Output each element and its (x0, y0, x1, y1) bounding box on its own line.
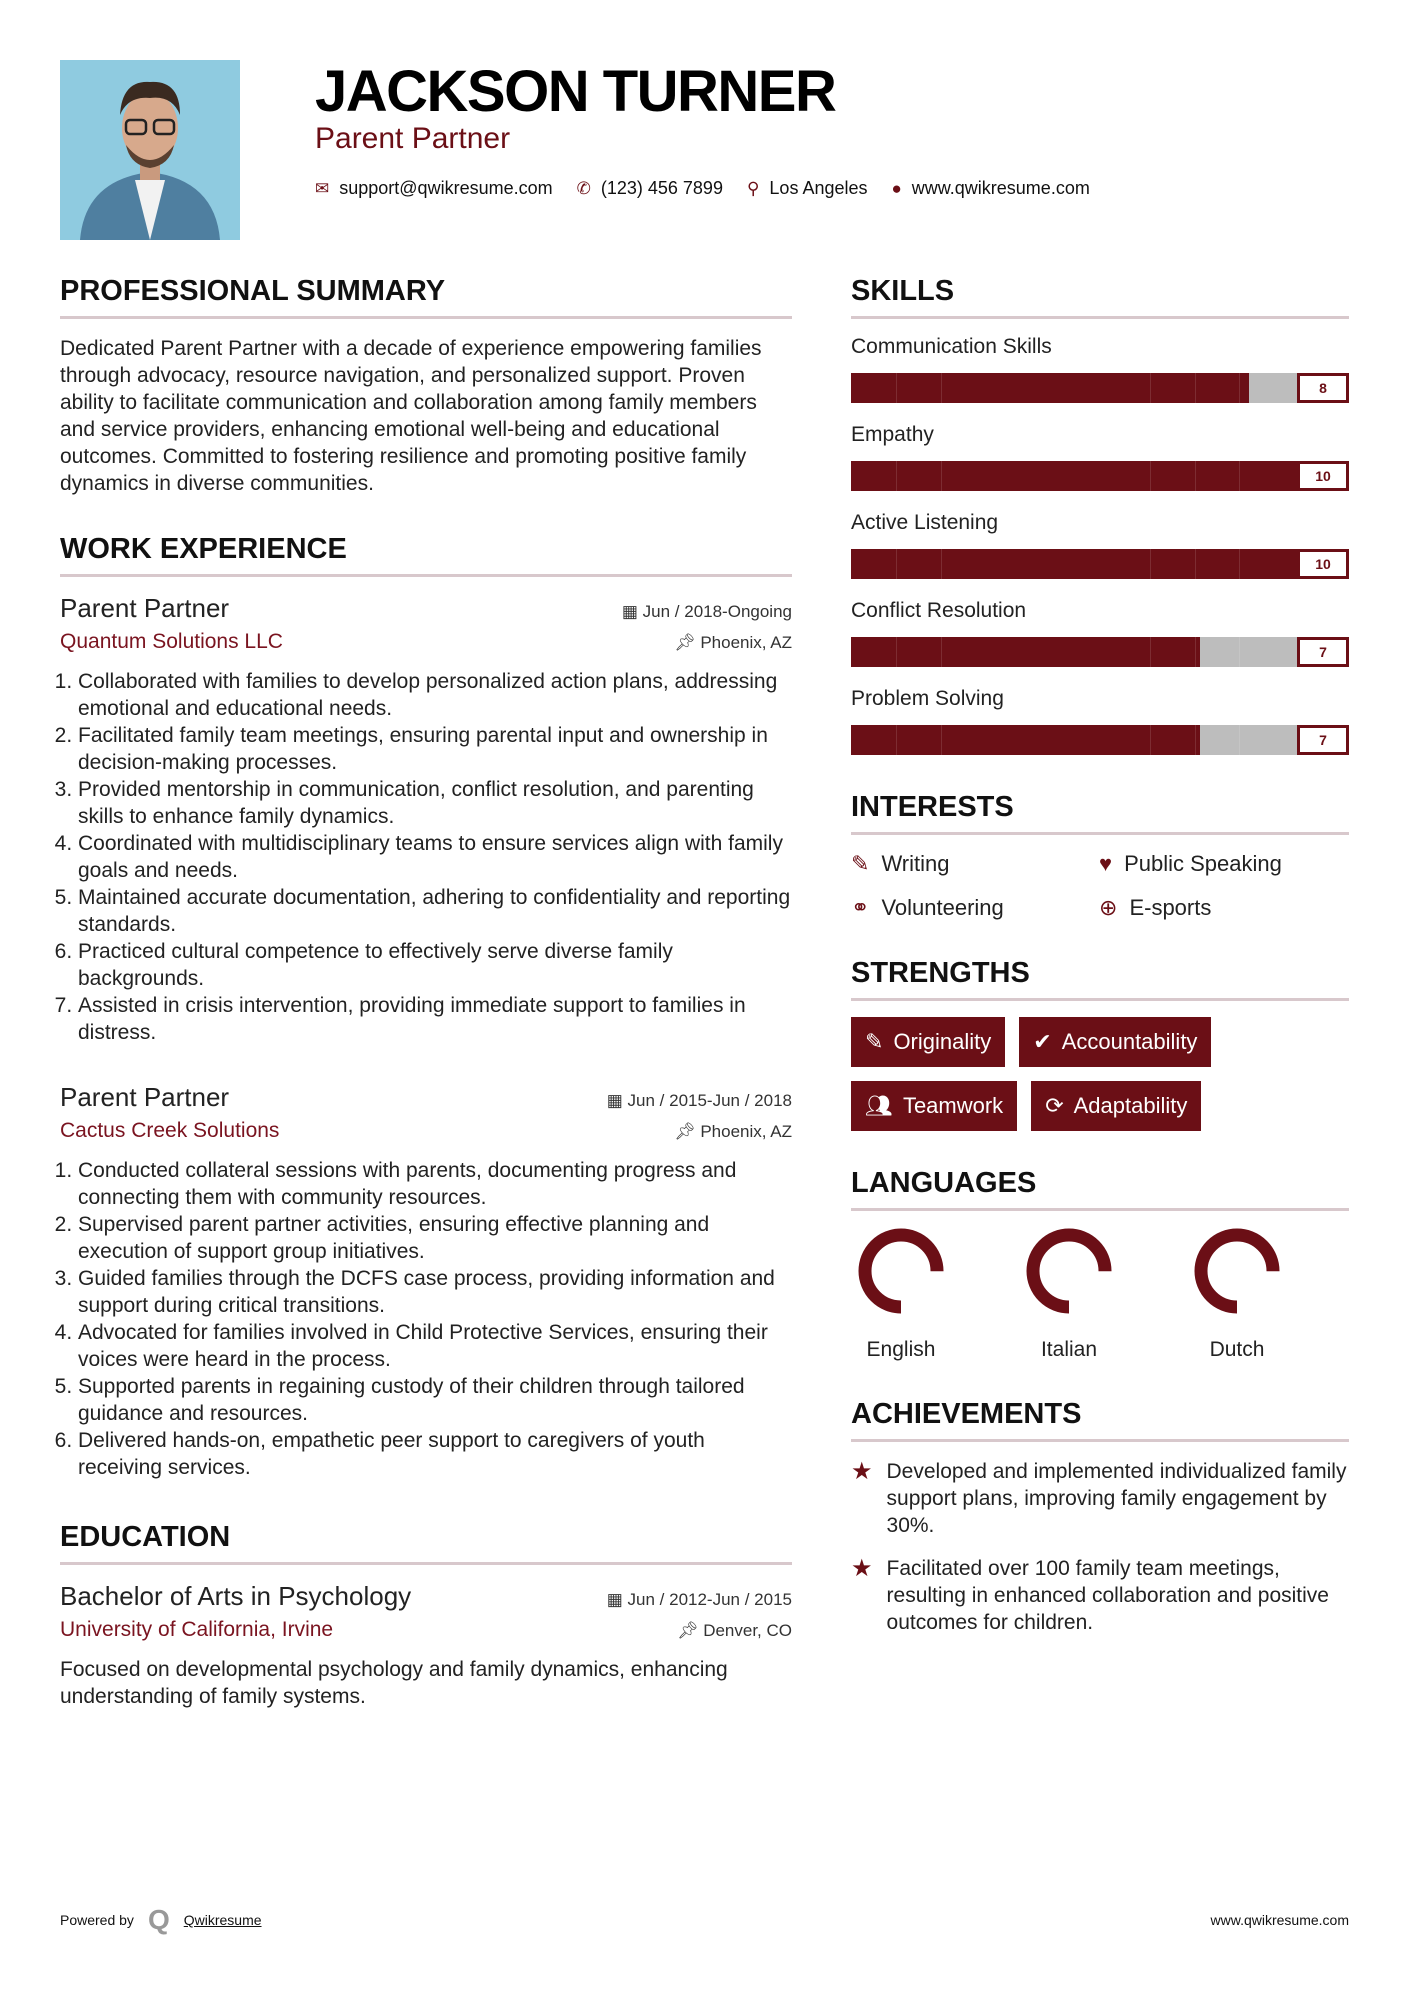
skill-value: 7 (1297, 725, 1349, 755)
duty-item: 2. Supervised parent partner activities, ensuring effective planning and execution of support group initiatives. (78, 1211, 792, 1265)
skill-value: 8 (1297, 373, 1349, 403)
job-title: Parent Partner (60, 1082, 230, 1112)
achievement-item (851, 1458, 1349, 1539)
language-level-ring (1025, 1227, 1113, 1315)
achievement-item (851, 1555, 1349, 1636)
interest-label: E-sports (1129, 895, 1212, 920)
pencil-icon: ✎ (851, 851, 870, 876)
calendar-icon: ▦ (621, 602, 643, 621)
edu-location: Denver, CO (703, 1621, 792, 1640)
footer (60, 1904, 1349, 1936)
company: Cactus Creek Solutions (60, 1119, 280, 1142)
skill-label: Problem Solving (851, 687, 1004, 710)
section-heading: EDUCATION (60, 1521, 792, 1565)
interest-item (1099, 895, 1349, 921)
interest-item (851, 851, 1099, 877)
handshake-icon: ⚭ (851, 895, 870, 920)
job-duties (60, 668, 792, 1046)
strength-label: Teamwork (902, 1093, 1004, 1118)
pin-icon: 📌︎ (674, 1122, 701, 1141)
skill-label: Empathy (851, 423, 934, 446)
skill-label: Active Listening (851, 511, 999, 534)
strength-badge (1031, 1081, 1201, 1131)
heartbeat-icon: ♥ (1099, 851, 1113, 876)
strength-label: Originality (893, 1029, 992, 1054)
skill-label: Conflict Resolution (851, 599, 1027, 622)
interests-section (851, 791, 1349, 921)
edu-date: Jun / 2012-Jun / 2015 (627, 1590, 792, 1609)
duty-item: 4. Advocated for families involved in Child Protective Services, ensuring their voices were heard in the process. (78, 1319, 792, 1373)
duty-item: 3. Provided mentorship in communication, conflict resolution, and parenting skills to enhance family dynamics. (78, 776, 792, 830)
star-icon: ★ (851, 1458, 873, 1485)
job-entry (60, 1082, 792, 1481)
language-item (857, 1227, 945, 1362)
skills-section (851, 275, 1349, 755)
experience-section (60, 533, 792, 1481)
candidate-title: Parent Partner (315, 122, 511, 155)
interest-label: Public Speaking (1124, 851, 1282, 876)
section-heading: ACHIEVEMENTS (851, 1398, 1349, 1442)
section-heading: INTERESTS (851, 791, 1349, 835)
email[interactable]: support@qwikresume.com (339, 178, 553, 198)
languages-section (851, 1167, 1349, 1362)
lifebuoy-icon: ⊕ (1099, 895, 1118, 920)
language-level-ring (857, 1227, 945, 1315)
job-date: Jun / 2015-Jun / 2018 (627, 1091, 792, 1110)
degree: Bachelor of Arts in Psychology (60, 1581, 412, 1611)
achievement-text: Facilitated over 100 family team meetings, resulting in enhanced collaboration and positive outcomes for children. (886, 1557, 1329, 1634)
summary-section (60, 275, 792, 497)
duty-item: 3. Guided families through the DCFS case process, providing information and support during critical transitions. (78, 1265, 792, 1319)
envelope-icon: ✉ (315, 178, 330, 198)
pin-icon: 📌︎ (674, 633, 701, 652)
check-circle-icon: ✔ (1033, 1029, 1052, 1054)
job-location: Phoenix, AZ (700, 1122, 792, 1141)
skill-bar-fill (851, 549, 1349, 579)
section-heading: PROFESSIONAL SUMMARY (60, 275, 792, 319)
strength-badge (851, 1017, 1005, 1067)
users-icon: 👥︎ (865, 1093, 893, 1118)
duty-item: 2. Facilitated family team meetings, ensuring parental input and ownership in decision-making processes. (78, 722, 792, 776)
achievement-text: Developed and implemented individualized family support plans, improving family engagement by 30%. (886, 1460, 1347, 1537)
summary-text: Dedicated Parent Partner with a decade of experience empowering families through advocacy, resource navigation, and personalized support. Proven ability to facilitate communication and collaboration among family members and service providers, enhancing emotional well-being and educational outcomes. Committed to fostering resilience and promoting positive family dynamics in diverse communities. (60, 337, 762, 495)
duty-item: 5. Maintained accurate documentation, adhering to confidentiality and reporting standards. (78, 884, 792, 938)
skill-bar (851, 373, 1349, 403)
school: University of California, Irvine (60, 1618, 334, 1641)
duty-item: 5. Supported parents in regaining custody of their children through tailored guidance and resources. (78, 1373, 792, 1427)
left-column (60, 275, 792, 1746)
right-column (851, 275, 1349, 1672)
language-item (1025, 1227, 1113, 1362)
strength-badge (851, 1081, 1017, 1131)
skill-bar (851, 725, 1349, 755)
achievements-section (851, 1398, 1349, 1636)
edu-text: Focused on developmental psychology and family dynamics, enhancing understanding of family systems. (60, 1658, 728, 1708)
interest-label: Volunteering (881, 895, 1004, 920)
language-label: English (866, 1338, 936, 1361)
interest-item (851, 895, 1099, 921)
refresh-icon: ⟳ (1045, 1093, 1064, 1118)
job-entry (60, 593, 792, 1046)
globe-icon: ● (891, 178, 902, 198)
interest-item (1099, 851, 1349, 877)
strength-badge (1019, 1017, 1211, 1067)
duty-item: 1. Conducted collateral sessions with parents, documenting progress and connecting them with community resources. (78, 1157, 792, 1211)
star-icon: ★ (851, 1555, 873, 1582)
job-date: Jun / 2018-Ongoing (642, 602, 792, 621)
phone: (123) 456 7899 (600, 178, 723, 198)
duty-item: 6. Delivered hands-on, empathetic peer support to caregivers of youth receiving services. (78, 1427, 792, 1481)
strengths-section (851, 957, 1349, 1131)
job-title: Parent Partner (60, 593, 230, 623)
language-item (1193, 1227, 1281, 1362)
job-duties (60, 1157, 792, 1481)
candidate-name: JACKSON TURNER (315, 59, 836, 124)
skill-value: 7 (1297, 637, 1349, 667)
education-section (60, 1521, 792, 1710)
calendar-icon: ▦ (606, 1590, 628, 1609)
calendar-icon: ▦ (606, 1091, 628, 1110)
powered-by: Powered by (60, 1912, 134, 1928)
qwikresume-logo-icon: Q (147, 1904, 170, 1935)
duty-item: 7. Assisted in crisis intervention, providing immediate support to families in distress. (78, 992, 792, 1046)
footer-site[interactable]: www.qwikresume.com (1210, 1912, 1349, 1928)
skill-bar (851, 637, 1349, 667)
contact-bar (315, 178, 1090, 199)
language-label: Dutch (1209, 1338, 1265, 1361)
pin-icon: 📌︎ (676, 1621, 704, 1640)
phone-icon: ✆ (576, 178, 591, 198)
skill-bar-fill (851, 725, 1200, 755)
skill-bar-fill (851, 637, 1200, 667)
strength-label: Adaptability (1073, 1093, 1188, 1118)
skill-bar (851, 461, 1349, 491)
skill-value: 10 (1297, 549, 1349, 579)
skill-bar (851, 549, 1349, 579)
section-heading: SKILLS (851, 275, 1349, 319)
skill-bar-fill (851, 373, 1249, 403)
skill-bar-fill (851, 461, 1349, 491)
profile-photo (60, 60, 240, 240)
section-heading: LANGUAGES (851, 1167, 1349, 1211)
section-heading: WORK EXPERIENCE (60, 533, 792, 577)
language-label: Italian (1040, 1338, 1098, 1361)
strength-label: Accountability (1061, 1029, 1198, 1054)
pencil-icon: ✎ (865, 1029, 884, 1054)
duty-item: 4. Coordinated with multidisciplinary teams to ensure services align with family goals and needs. (78, 830, 792, 884)
skill-value: 10 (1297, 461, 1349, 491)
company: Quantum Solutions LLC (60, 630, 283, 653)
map-marker-icon: ⚲ (746, 178, 760, 198)
duty-item: 1. Collaborated with families to develop personalized action plans, addressing emotional and educational needs. (78, 668, 792, 722)
website[interactable]: www.qwikresume.com (911, 178, 1090, 198)
job-location: Phoenix, AZ (700, 633, 792, 652)
interest-label: Writing (881, 851, 950, 876)
skill-label: Communication Skills (851, 335, 1052, 358)
brand-link[interactable]: Qwikresume (183, 1912, 262, 1928)
duty-item: 6. Practiced cultural competence to effectively serve diverse family backgrounds. (78, 938, 792, 992)
section-heading: STRENGTHS (851, 957, 1349, 1001)
location: Los Angeles (769, 178, 868, 198)
language-level-ring (1193, 1227, 1281, 1315)
